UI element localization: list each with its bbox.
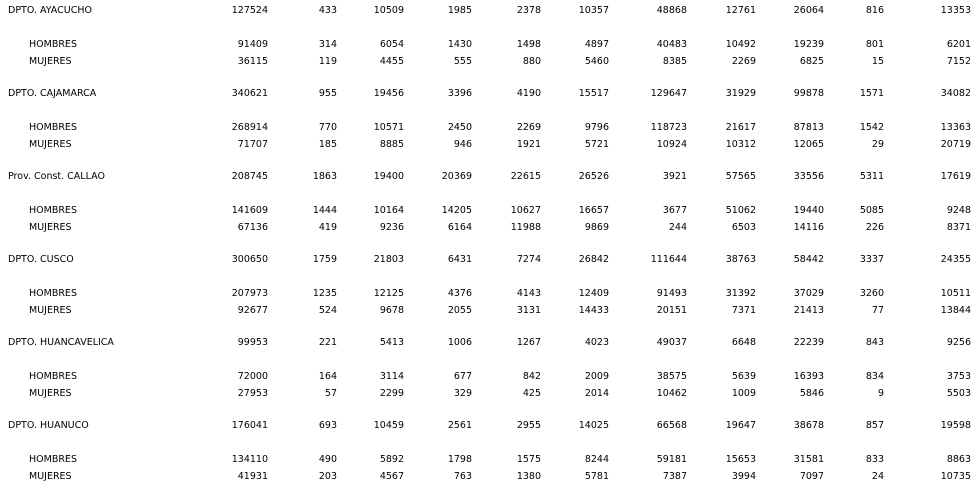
value-cell: 12761 [725, 5, 756, 16]
value-cell: 880 [522, 56, 541, 67]
value-cell: 8244 [584, 454, 609, 465]
value-cell: 208745 [231, 171, 268, 182]
value-cell: 164 [318, 371, 337, 382]
value-cell: 677 [453, 371, 472, 382]
value-cell: 1380 [516, 471, 541, 482]
value-cell: 2009 [584, 371, 609, 382]
value-cell: 36115 [237, 56, 268, 67]
value-cell: 5781 [584, 471, 609, 482]
value-cell: 24 [871, 471, 884, 482]
value-cell: 6164 [447, 222, 472, 233]
value-cell: 3753 [946, 371, 971, 382]
value-cell: 843 [865, 337, 884, 348]
row-label: HOMBRES [29, 454, 77, 465]
value-cell: 4143 [516, 288, 541, 299]
value-cell: 3921 [662, 171, 687, 182]
mujeres-row [0, 221, 971, 235]
row-label: MUJERES [29, 305, 72, 316]
value-cell: 2269 [731, 56, 756, 67]
value-cell: 1863 [312, 171, 337, 182]
value-cell: 5721 [584, 139, 609, 150]
value-cell: 3396 [447, 88, 472, 99]
value-cell: 10357 [578, 5, 609, 16]
value-cell: 10462 [656, 388, 687, 399]
value-cell: 3260 [859, 288, 884, 299]
value-cell: 29 [871, 139, 884, 150]
value-cell: 6825 [799, 56, 824, 67]
value-cell: 8371 [946, 222, 971, 233]
value-cell: 59181 [656, 454, 687, 465]
value-cell: 21803 [373, 254, 404, 265]
value-cell: 13844 [940, 305, 971, 316]
value-cell: 7274 [516, 254, 541, 265]
value-cell: 72000 [237, 371, 268, 382]
value-cell: 5413 [379, 337, 404, 348]
value-cell: 141609 [231, 205, 268, 216]
value-cell: 2055 [447, 305, 472, 316]
value-cell: 5892 [379, 454, 404, 465]
value-cell: 3337 [859, 254, 884, 265]
mujeres-row [0, 470, 971, 484]
value-cell: 314 [318, 39, 337, 50]
group-total-row [0, 170, 971, 184]
value-cell: 20151 [656, 305, 687, 316]
group-name: DPTO. AYACUCHO [8, 5, 92, 16]
value-cell: 10571 [373, 122, 404, 133]
value-cell: 6503 [731, 222, 756, 233]
group-name: DPTO. CUSCO [8, 254, 74, 265]
group-name: DPTO. CAJAMARCA [8, 88, 97, 99]
value-cell: 1430 [447, 39, 472, 50]
value-cell: 3994 [731, 471, 756, 482]
value-cell: 58442 [793, 254, 824, 265]
group-name: Prov. Const. CALLAO [8, 171, 105, 182]
value-cell: 425 [522, 388, 541, 399]
value-cell: 38678 [793, 420, 824, 431]
value-cell: 19598 [940, 420, 971, 431]
value-cell: 763 [453, 471, 472, 482]
value-cell: 1009 [731, 388, 756, 399]
value-cell: 329 [453, 388, 472, 399]
value-cell: 185 [318, 139, 337, 150]
value-cell: 2955 [516, 420, 541, 431]
value-cell: 9678 [379, 305, 404, 316]
value-cell: 119 [318, 56, 337, 67]
row-label: MUJERES [29, 388, 72, 399]
value-cell: 2561 [447, 420, 472, 431]
value-cell: 555 [453, 56, 472, 67]
value-cell: 127524 [231, 5, 268, 16]
value-cell: 770 [318, 122, 337, 133]
value-cell: 1267 [516, 337, 541, 348]
value-cell: 92677 [237, 305, 268, 316]
row-label: MUJERES [29, 56, 72, 67]
value-cell: 10459 [373, 420, 404, 431]
hombres-row [0, 204, 971, 218]
value-cell: 10164 [373, 205, 404, 216]
value-cell: 1444 [312, 205, 337, 216]
value-cell: 8885 [379, 139, 404, 150]
value-cell: 66568 [656, 420, 687, 431]
row-label: MUJERES [29, 471, 72, 482]
value-cell: 20369 [441, 171, 472, 182]
row-label: HOMBRES [29, 39, 77, 50]
value-cell: 22239 [793, 337, 824, 348]
value-cell: 3131 [516, 305, 541, 316]
value-cell: 10511 [940, 288, 971, 299]
value-cell: 24355 [940, 254, 971, 265]
value-cell: 71707 [237, 139, 268, 150]
value-cell: 26064 [793, 5, 824, 16]
value-cell: 99878 [793, 88, 824, 99]
value-cell: 419 [318, 222, 337, 233]
value-cell: 2378 [516, 5, 541, 16]
value-cell: 9869 [584, 222, 609, 233]
value-cell: 833 [865, 454, 884, 465]
value-cell: 26526 [578, 171, 609, 182]
value-cell: 91493 [656, 288, 687, 299]
value-cell: 118723 [650, 122, 687, 133]
hombres-row [0, 121, 971, 135]
value-cell: 1571 [859, 88, 884, 99]
value-cell: 7387 [662, 471, 687, 482]
value-cell: 300650 [231, 254, 268, 265]
value-cell: 48868 [656, 5, 687, 16]
value-cell: 1921 [516, 139, 541, 150]
value-cell: 34082 [940, 88, 971, 99]
value-cell: 9256 [946, 337, 971, 348]
value-cell: 38575 [656, 371, 687, 382]
value-cell: 10509 [373, 5, 404, 16]
value-cell: 10735 [940, 471, 971, 482]
row-label: MUJERES [29, 139, 72, 150]
value-cell: 21413 [793, 305, 824, 316]
value-cell: 31929 [725, 88, 756, 99]
value-cell: 1235 [312, 288, 337, 299]
value-cell: 2014 [584, 388, 609, 399]
value-cell: 4567 [379, 471, 404, 482]
value-cell: 1498 [516, 39, 541, 50]
value-cell: 40483 [656, 39, 687, 50]
value-cell: 57 [324, 388, 337, 399]
value-cell: 857 [865, 420, 884, 431]
value-cell: 203 [318, 471, 337, 482]
value-cell: 9 [877, 388, 884, 399]
value-cell: 99953 [237, 337, 268, 348]
value-cell: 12409 [578, 288, 609, 299]
value-cell: 27953 [237, 388, 268, 399]
group-total-row [0, 419, 971, 433]
row-label: HOMBRES [29, 288, 77, 299]
value-cell: 31392 [725, 288, 756, 299]
group-name: DPTO. HUANCAVELICA [8, 337, 114, 348]
hombres-row [0, 453, 971, 467]
value-cell: 6201 [946, 39, 971, 50]
mujeres-row [0, 55, 971, 69]
value-cell: 37029 [793, 288, 824, 299]
hombres-row [0, 38, 971, 52]
value-cell: 57565 [725, 171, 756, 182]
value-cell: 2450 [447, 122, 472, 133]
value-cell: 955 [318, 88, 337, 99]
value-cell: 10627 [510, 205, 541, 216]
value-cell: 5085 [859, 205, 884, 216]
value-cell: 9796 [584, 122, 609, 133]
value-cell: 6648 [731, 337, 756, 348]
value-cell: 816 [865, 5, 884, 16]
value-cell: 9248 [946, 205, 971, 216]
value-cell: 1985 [447, 5, 472, 16]
value-cell: 1542 [859, 122, 884, 133]
value-cell: 4023 [584, 337, 609, 348]
value-cell: 31581 [793, 454, 824, 465]
value-cell: 49037 [656, 337, 687, 348]
value-cell: 226 [865, 222, 884, 233]
mujeres-row [0, 304, 971, 318]
value-cell: 16393 [793, 371, 824, 382]
row-label: HOMBRES [29, 371, 77, 382]
value-cell: 2269 [516, 122, 541, 133]
value-cell: 19400 [373, 171, 404, 182]
mujeres-row [0, 387, 971, 401]
value-cell: 2299 [379, 388, 404, 399]
group-total-row [0, 336, 971, 350]
value-cell: 51062 [725, 205, 756, 216]
value-cell: 10924 [656, 139, 687, 150]
value-cell: 87813 [793, 122, 824, 133]
row-label: HOMBRES [29, 205, 77, 216]
hombres-row [0, 370, 971, 384]
value-cell: 19440 [793, 205, 824, 216]
value-cell: 524 [318, 305, 337, 316]
value-cell: 20719 [940, 139, 971, 150]
value-cell: 12125 [373, 288, 404, 299]
value-cell: 11988 [510, 222, 541, 233]
value-cell: 9236 [379, 222, 404, 233]
value-cell: 13353 [940, 5, 971, 16]
value-cell: 1575 [516, 454, 541, 465]
value-cell: 4455 [379, 56, 404, 67]
value-cell: 946 [453, 139, 472, 150]
value-cell: 268914 [231, 122, 268, 133]
value-cell: 4190 [516, 88, 541, 99]
value-cell: 22615 [510, 171, 541, 182]
mujeres-row [0, 138, 971, 152]
value-cell: 33556 [793, 171, 824, 182]
value-cell: 801 [865, 39, 884, 50]
value-cell: 14205 [441, 205, 472, 216]
value-cell: 842 [522, 371, 541, 382]
group-total-row [0, 4, 971, 18]
row-label: MUJERES [29, 222, 72, 233]
hombres-row [0, 287, 971, 301]
value-cell: 17619 [940, 171, 971, 182]
value-cell: 3677 [662, 205, 687, 216]
value-cell: 91409 [237, 39, 268, 50]
group-total-row [0, 253, 971, 267]
row-label: HOMBRES [29, 122, 77, 133]
value-cell: 67136 [237, 222, 268, 233]
value-cell: 340621 [231, 88, 268, 99]
value-cell: 41931 [237, 471, 268, 482]
value-cell: 5639 [731, 371, 756, 382]
value-cell: 38763 [725, 254, 756, 265]
value-cell: 221 [318, 337, 337, 348]
value-cell: 834 [865, 371, 884, 382]
value-cell: 6054 [379, 39, 404, 50]
value-cell: 15 [871, 56, 884, 67]
value-cell: 14025 [578, 420, 609, 431]
value-cell: 14433 [578, 305, 609, 316]
value-cell: 7097 [799, 471, 824, 482]
value-cell: 244 [668, 222, 687, 233]
value-cell: 8863 [946, 454, 971, 465]
value-cell: 433 [318, 5, 337, 16]
group-name: DPTO. HUANUCO [8, 420, 89, 431]
value-cell: 207973 [231, 288, 268, 299]
value-cell: 16657 [578, 205, 609, 216]
value-cell: 15653 [725, 454, 756, 465]
value-cell: 4376 [447, 288, 472, 299]
value-cell: 5503 [946, 388, 971, 399]
value-cell: 1006 [447, 337, 472, 348]
group-total-row [0, 87, 971, 101]
value-cell: 19647 [725, 420, 756, 431]
value-cell: 77 [871, 305, 884, 316]
value-cell: 7371 [731, 305, 756, 316]
value-cell: 693 [318, 420, 337, 431]
value-cell: 5311 [859, 171, 884, 182]
value-cell: 1798 [447, 454, 472, 465]
value-cell: 6431 [447, 254, 472, 265]
value-cell: 5460 [584, 56, 609, 67]
value-cell: 4897 [584, 39, 609, 50]
value-cell: 5846 [799, 388, 824, 399]
value-cell: 10312 [725, 139, 756, 150]
value-cell: 134110 [231, 454, 268, 465]
value-cell: 176041 [231, 420, 268, 431]
value-cell: 21617 [725, 122, 756, 133]
value-cell: 10492 [725, 39, 756, 50]
value-cell: 3114 [379, 371, 404, 382]
value-cell: 8385 [662, 56, 687, 67]
value-cell: 12065 [793, 139, 824, 150]
value-cell: 19239 [793, 39, 824, 50]
value-cell: 19456 [373, 88, 404, 99]
value-cell: 1759 [312, 254, 337, 265]
value-cell: 490 [318, 454, 337, 465]
value-cell: 7152 [946, 56, 971, 67]
value-cell: 14116 [793, 222, 824, 233]
value-cell: 15517 [578, 88, 609, 99]
value-cell: 26842 [578, 254, 609, 265]
value-cell: 129647 [650, 88, 687, 99]
value-cell: 13363 [940, 122, 971, 133]
value-cell: 111644 [650, 254, 687, 265]
